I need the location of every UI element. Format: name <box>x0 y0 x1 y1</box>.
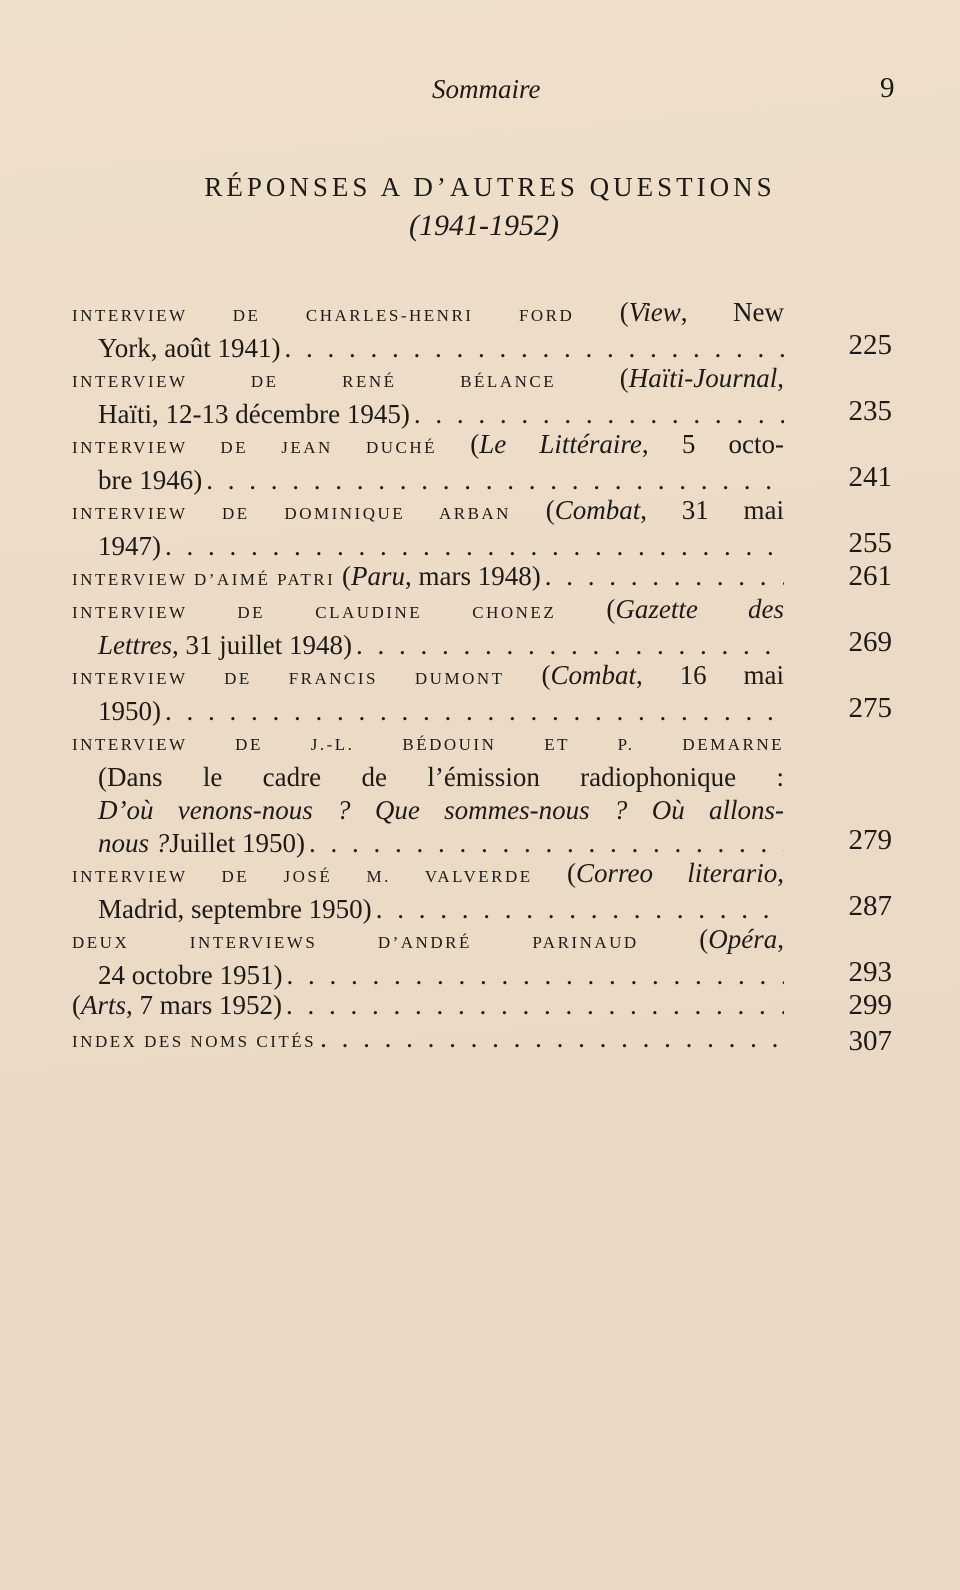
toc-entry[interactable] <box>72 725 892 857</box>
toc-entry[interactable]: INTERVIEW DE DOMINIQUE ARBAN (Combat, 31 mai 1947) . . . 255 <box>72 494 892 560</box>
entry-details: Madrid, septembre 1950) <box>98 894 372 924</box>
page-number: 9 <box>880 72 895 104</box>
toc-entry[interactable]: INTERVIEW D’AIMÉ PATRI ( Paru , mars 1948) . . . 261 <box>72 560 892 593</box>
toc-entry[interactable]: INTERVIEW DE JOSÉ M. VALVERDE (Correo literario, Madrid, septembre 1950) . . . 287 <box>72 857 892 923</box>
entry-page-number: 307 <box>848 1025 892 1057</box>
entry-page-number: 279 <box>848 824 892 856</box>
entry-page-number: 255 <box>848 527 892 559</box>
entry-page-number: 275 <box>848 692 892 724</box>
running-title: Sommaire <box>432 74 541 104</box>
publication-name: Haïti-Journal <box>628 363 778 393</box>
section-dates: (1941-1952) <box>409 209 559 242</box>
entry-details: (Dans le cadre de l’émission radiophonique : <box>98 762 784 792</box>
section-heading <box>0 172 960 243</box>
publication-name: Gazette des <box>615 594 785 624</box>
entry-details: York, août 1941) <box>98 333 281 363</box>
toc-entry[interactable]: ( Arts , 7 mars 1952) . . . 299 <box>72 989 892 1022</box>
entry-details: Haïti, 12-13 décembre 1945) <box>98 399 410 429</box>
toc-entry-index[interactable] <box>72 1022 892 1058</box>
publication-name: Opéra <box>708 924 778 954</box>
section-title: RÉPONSES A D’AUTRES QUESTIONS <box>204 172 776 202</box>
entry-details: 24 octobre 1951) <box>98 960 283 990</box>
entry-title: INTERVIEW DE CHARLES-HENRI FORD <box>72 306 575 325</box>
toc-entry[interactable]: INTERVIEW DE FRANCIS DUMONT (Combat, 16 mai 1950) . . . 275 <box>72 659 892 725</box>
entry-page-number: 269 <box>848 626 892 658</box>
leader-dots <box>286 989 784 1022</box>
entry-title: DEUX INTERVIEWS D’ANDRÉ PARINAUD <box>72 933 639 952</box>
toc-entry[interactable]: DEUX INTERVIEWS D’ANDRÉ PARINAUD (Opéra, 24 octobre 1951) . . . 293 <box>72 923 892 989</box>
publication-name: Le Littéraire <box>479 429 642 459</box>
broadcast-title-end: nous ? <box>98 828 170 858</box>
entry-details: , 7 mars 1952) <box>126 990 282 1020</box>
running-head <box>0 70 960 110</box>
leader-dots <box>356 629 784 662</box>
entry-page-number: 299 <box>848 989 892 1021</box>
leader-dots <box>165 530 784 563</box>
leader-dots <box>206 464 784 497</box>
entry-title: INTERVIEW DE RENÉ BÉLANCE <box>72 372 557 391</box>
publication-name: Lettres <box>98 630 172 660</box>
entry-title: INDEX DES NOMS CITÉS <box>72 1032 317 1051</box>
broadcast-title: D’où venons-nous ? Que sommes-nous ? Où allons- <box>98 795 784 825</box>
entry-page-number: 235 <box>848 395 892 427</box>
entry-details: , 31 juillet 1948) <box>172 630 352 660</box>
publication-name: Arts <box>81 990 127 1020</box>
entry-details: 1947) <box>98 531 161 561</box>
publication-name: Paru <box>351 561 406 591</box>
entry-details: 1950) <box>98 696 161 726</box>
publication-name: Combat <box>554 495 641 525</box>
leader-dots <box>285 332 784 365</box>
entry-page-number: 287 <box>848 890 892 922</box>
entry-details: bre 1946) <box>98 465 203 495</box>
entry-page-number: 261 <box>848 560 892 592</box>
leader-dots <box>286 959 784 992</box>
entry-title: INTERVIEW DE CLAUDINE CHONEZ <box>72 603 557 622</box>
entry-title: INTERVIEW DE FRANCIS DUMONT <box>72 669 505 688</box>
entry-title: INTERVIEW DE JEAN DUCHÉ <box>72 438 438 457</box>
entry-page-number: 293 <box>848 956 892 988</box>
leader-dots <box>545 560 784 593</box>
leader-dots <box>309 827 784 860</box>
toc-entry[interactable]: INTERVIEW DE CLAUDINE CHONEZ (Gazette des Lettres , 31 juillet 1948) . . . 269 <box>72 593 892 659</box>
entry-title: INTERVIEW DE DOMINIQUE ARBAN <box>72 504 511 523</box>
leader-dots <box>320 1022 784 1055</box>
entry-title: INTERVIEW D’AIMÉ PATRI <box>72 570 336 589</box>
leader-dots <box>414 398 784 431</box>
entry-title: INTERVIEW DE JOSÉ M. VALVERDE <box>72 867 533 886</box>
entry-title: INTERVIEW DE J.-L. BÉDOUIN ET P. DEMARNE <box>72 735 784 754</box>
publication-name: Combat <box>550 660 636 690</box>
toc-entry[interactable]: INTERVIEW DE CHARLES-HENRI FORD (View, New York, août 1941) . . . 225 <box>72 296 892 362</box>
entry-page-number: 241 <box>848 461 892 493</box>
leader-dots <box>165 695 784 728</box>
toc-entry[interactable]: INTERVIEW DE JEAN DUCHÉ (Le Littéraire, 5 octo- bre 1946) . . . 241 <box>72 428 892 494</box>
publication-name: View <box>628 297 681 327</box>
table-of-contents <box>72 296 892 1058</box>
leader-dots <box>376 893 784 926</box>
entry-page-number: 225 <box>848 329 892 361</box>
toc-entry[interactable]: INTERVIEW DE RENÉ BÉLANCE (Haïti-Journal, Haïti, 12-13 décembre 1945) . . . 235 <box>72 362 892 428</box>
entry-date: Juillet 1950) <box>169 828 306 858</box>
publication-name: Correo literario <box>575 858 778 888</box>
